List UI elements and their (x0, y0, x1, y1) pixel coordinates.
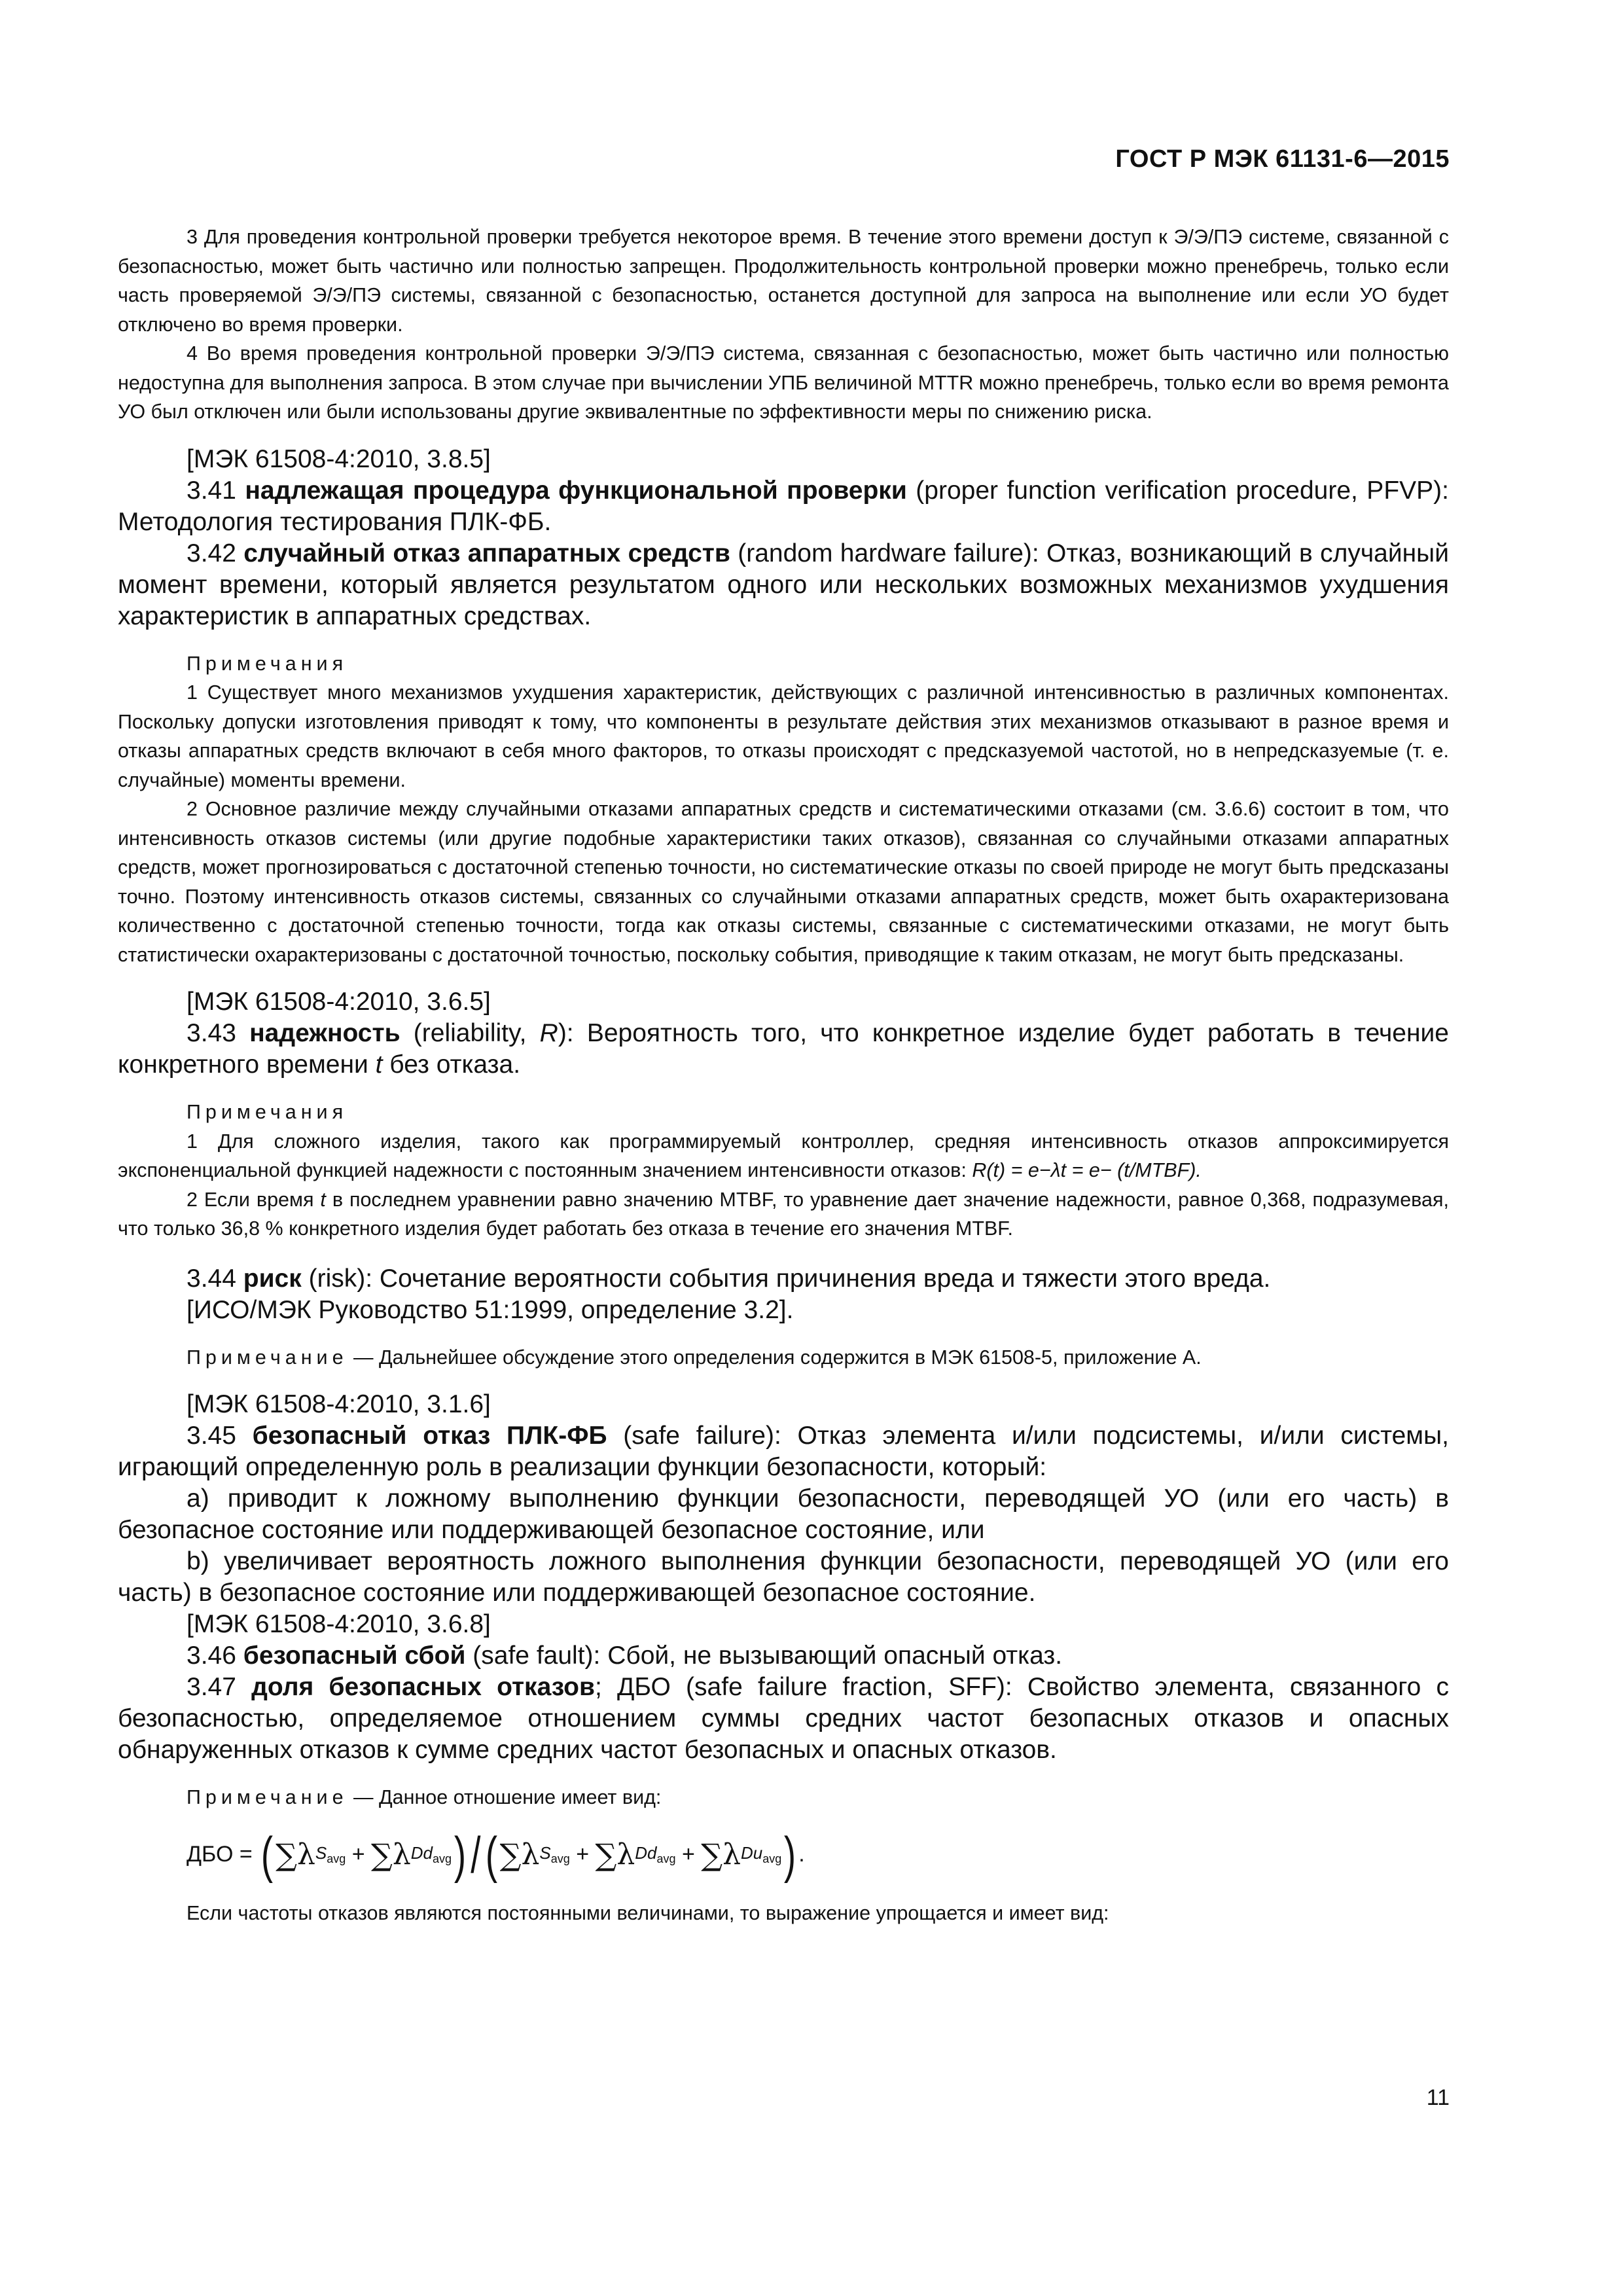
term-definition: (safe failure): Отказ элемента и/или подсистемы, и/или системы, играющий определенную роль в реализации функции безопасности, который: (118, 1422, 1449, 1481)
formula-subscript: Dd (635, 1842, 657, 1863)
note-text: 2 Если время (187, 1188, 321, 1211)
formula-subscript: Dd (410, 1842, 433, 1863)
term-number: 3.45 (187, 1422, 253, 1450)
term-3-42 (118, 538, 1449, 632)
term-number: 3.44 (187, 1264, 243, 1293)
formula-subscript: S (315, 1842, 327, 1863)
note-text: в последнем уравнении равно значению MTBF, то уравнение дает значение надежности, равное 0,368, подразумевая, что только 36,8 % конкретного изделия будет работать без отказа в течение его значения MTBF. (118, 1188, 1449, 1240)
note-1: 1 Существует много механизмов ухудшения характеристик, действующих с различной интенсивностью в различных компонентах. Поскольку допуски изготовления приводят к тому, что компоненты в результате действия этих механизмов отказывают в разное время и отказы аппаратных средств включают в себя много факторов, то отказы происходят с предсказуемой частотой, но в непредсказуемые (т. е. случайные) моменты времени. (118, 681, 1449, 791)
formula-subscript: avg (550, 1852, 570, 1866)
term-number: 3.47 (187, 1673, 252, 1701)
page-content (118, 223, 1449, 1928)
note (118, 1783, 1449, 1812)
sum-symbol: ∑ (595, 1837, 617, 1873)
list-item-a: а) приводит к ложному выполнению функции безопасности, переводящей УО (или его часть) в безопасное состояние или поддерживающей безопасное состояние, или (118, 1484, 1449, 1544)
note-3: 3 Для проведения контрольной проверки требуется некоторое время. В течение этого времени доступ к Э/Э/ПЭ системе, связанной с безопасностью, может быть частично или полностью запрещен. Продолжительность контрольной проверки можно пренебречь, только если часть проверяемой Э/Э/ПЭ системы, связанной с безопасностью, останется доступной для запроса на выполнение или если УО будет отключено во время проверки. (118, 226, 1449, 336)
standard-header: ГОСТ Р МЭК 61131-6—2015 (1115, 145, 1450, 173)
term-3-41 (118, 475, 1449, 538)
formula-end: . (798, 1842, 805, 1867)
term-title: случайный отказ аппаратных средств (243, 539, 730, 567)
term-number: 3.42 (187, 539, 244, 567)
formula-subscript: S (539, 1842, 551, 1863)
note-4: 4 Во время проведения контрольной проверки Э/Э/ПЭ система, связанная с безопасностью, может быть частично или полностью недоступна для выполнения запроса. В этом случае при вычислении УПБ величиной MTTR можно пренебречь, только если во время ремонта УО был отключен или были использованы другие эквивалентные по эффективности меры по снижению риска. (118, 342, 1449, 423)
term-title: доля безопасных отказов (251, 1673, 595, 1701)
formula-paren: ) (784, 1825, 796, 1884)
closing-line: Если частоты отказов являются постоянными величинами, то выражение упрощается и имеет вид: (187, 1901, 1109, 1924)
sum-symbol: ∑ (371, 1837, 393, 1873)
sum-symbol: ∑ (701, 1837, 723, 1873)
reference: [МЭК 61508-4:2010, 3.6.8] (187, 1610, 491, 1638)
term-definition: ; ДБО (safe failure fraction, SFF): Свойство элемента, связанного с безопасностью, определяемое отношением суммы средних частот безопасных отказов и опасных обнаруженных отказов к сумме средних частот безопасных и опасных отказов. (118, 1673, 1449, 1764)
lambda-symbol: λ (616, 1838, 635, 1871)
term-definition: без отказа. (382, 1050, 521, 1079)
reference: [МЭК 61508-4:2010, 3.6.5] (187, 988, 491, 1016)
term-definition: (proper function verification procedure, PFVP): Методология тестирования ПЛК-ФБ. (118, 476, 1449, 536)
formula-paren: ) (454, 1825, 467, 1884)
formula-divider: / (471, 1825, 481, 1884)
term-definition: (reliability, (400, 1019, 540, 1047)
term-title: надлежащая процедура функциональной проверки (245, 476, 907, 505)
note-2 (118, 1185, 1449, 1244)
note-label: Примечание (187, 1786, 348, 1808)
note-text: — Дальнейшее обсуждение этого определения содержится в МЭК 61508-5, приложение А. (348, 1346, 1202, 1369)
note-1 (118, 1127, 1449, 1185)
term-title: риск (243, 1264, 302, 1293)
formula-subscript: avg (327, 1852, 346, 1866)
sum-symbol: ∑ (276, 1837, 297, 1873)
page-number: 11 (1426, 2085, 1450, 2110)
formula-paren: ( (485, 1825, 497, 1884)
sff-formula: ДБО = ( ∑ λ $S_{avg}$ + ∑ λ $Dd_{avg}$ ) / ( ∑ λ $S_{avg}$ + ∑ λ $Dd_{avg}$ + ∑ λ $Du_{avg}$ ) . (187, 1825, 805, 1884)
term-number: 3.41 (187, 476, 245, 505)
lambda-symbol: λ (297, 1838, 315, 1871)
formula-subscript: avg (656, 1852, 676, 1866)
term-3-43 (118, 1018, 1449, 1081)
list-item-b: b) увеличивает вероятность ложного выполнения функции безопасности, переводящей УО (или его часть) в безопасное состояние или поддерживающей безопасное состояние. (118, 1547, 1449, 1607)
formula-lhs: ДБО = (187, 1842, 253, 1867)
lambda-symbol: λ (722, 1838, 741, 1871)
term-3-44 (118, 1263, 1449, 1295)
term-title: безопасный отказ ПЛК-ФБ (252, 1422, 607, 1450)
term-3-45 (118, 1420, 1449, 1483)
reference: [ИСО/МЭК Руководство 51:1999, определение 3.2]. (187, 1295, 794, 1324)
notes-heading: Примечания (187, 652, 348, 675)
lambda-symbol: λ (392, 1838, 411, 1871)
note-2: 2 Основное различие между случайными отказами аппаратных средств и систематическими отказами (см. 3.6.6) состоит в том, что интенсивность отказов системы (или другие подобные характеристики таких отказов), связанная со случайными отказами аппаратных средств, может прогнозироваться с достаточной степенью точности, но систематические отказы по своей природе не могут быть предсказаны точно. Поэтому интенсивность отказов системы, связанных со случайными отказами аппаратных средств, может быть охарактеризована количественно с достаточной степенью точности, тогда как отказы системы, связанные с систематическими отказами, не могут быть статистически охарактеризованы с достаточной точностью, поскольку события, приводящие к таким отказам, не могут быть предсказаны. (118, 798, 1449, 966)
symbol-t: t (375, 1050, 383, 1079)
note-label: Примечание (187, 1346, 348, 1369)
lambda-symbol: λ (521, 1838, 540, 1871)
term-definition: (risk): Сочетание вероятности события причинения вреда и тяжести этого вреда. (301, 1264, 1271, 1293)
reference: [МЭК 61508-4:2010, 3.1.6] (187, 1390, 491, 1418)
term-3-47 (118, 1672, 1449, 1766)
notes-heading: Примечания (187, 1101, 348, 1123)
term-definition: (random hardware failure): Отказ, возникающий в случайный момент времени, который является результатом одного или нескольких возможных механизмов ухудшения характеристик в аппаратных средствах. (118, 539, 1449, 630)
term-definition: ): Вероятность того, что конкретное изделие будет работать в течение конкретного времени (118, 1019, 1449, 1079)
symbol-r: R (539, 1019, 558, 1047)
formula-subscript: Du (741, 1842, 763, 1863)
formula-subscript: avg (762, 1852, 782, 1866)
term-number: 3.43 (187, 1019, 250, 1047)
term-3-46 (118, 1640, 1449, 1672)
reference: [МЭК 61508-4:2010, 3.8.5] (187, 444, 491, 473)
note-text: — Данное отношение имеет вид: (348, 1786, 662, 1808)
term-title: безопасный сбой (243, 1641, 466, 1670)
note (118, 1343, 1449, 1372)
formula-paren: ( (261, 1825, 274, 1884)
reliability-formula: R(t) = e−λt = e− (t/MTBF). (972, 1159, 1202, 1181)
symbol-t: t (320, 1188, 326, 1211)
term-number: 3.46 (187, 1641, 243, 1670)
note-text: 1 Для сложного изделия, такого как программируемый контроллер, средняя интенсивность отказов аппроксимируется экспоненциальной функцией надежности с постоянным значением интенсивности отказов: (118, 1130, 1449, 1181)
sum-symbol: ∑ (499, 1837, 522, 1873)
formula-subscript: avg (433, 1852, 452, 1866)
term-title: надежность (249, 1019, 401, 1047)
term-definition: (safe fault): Сбой, не вызывающий опасный отказ. (465, 1641, 1063, 1670)
